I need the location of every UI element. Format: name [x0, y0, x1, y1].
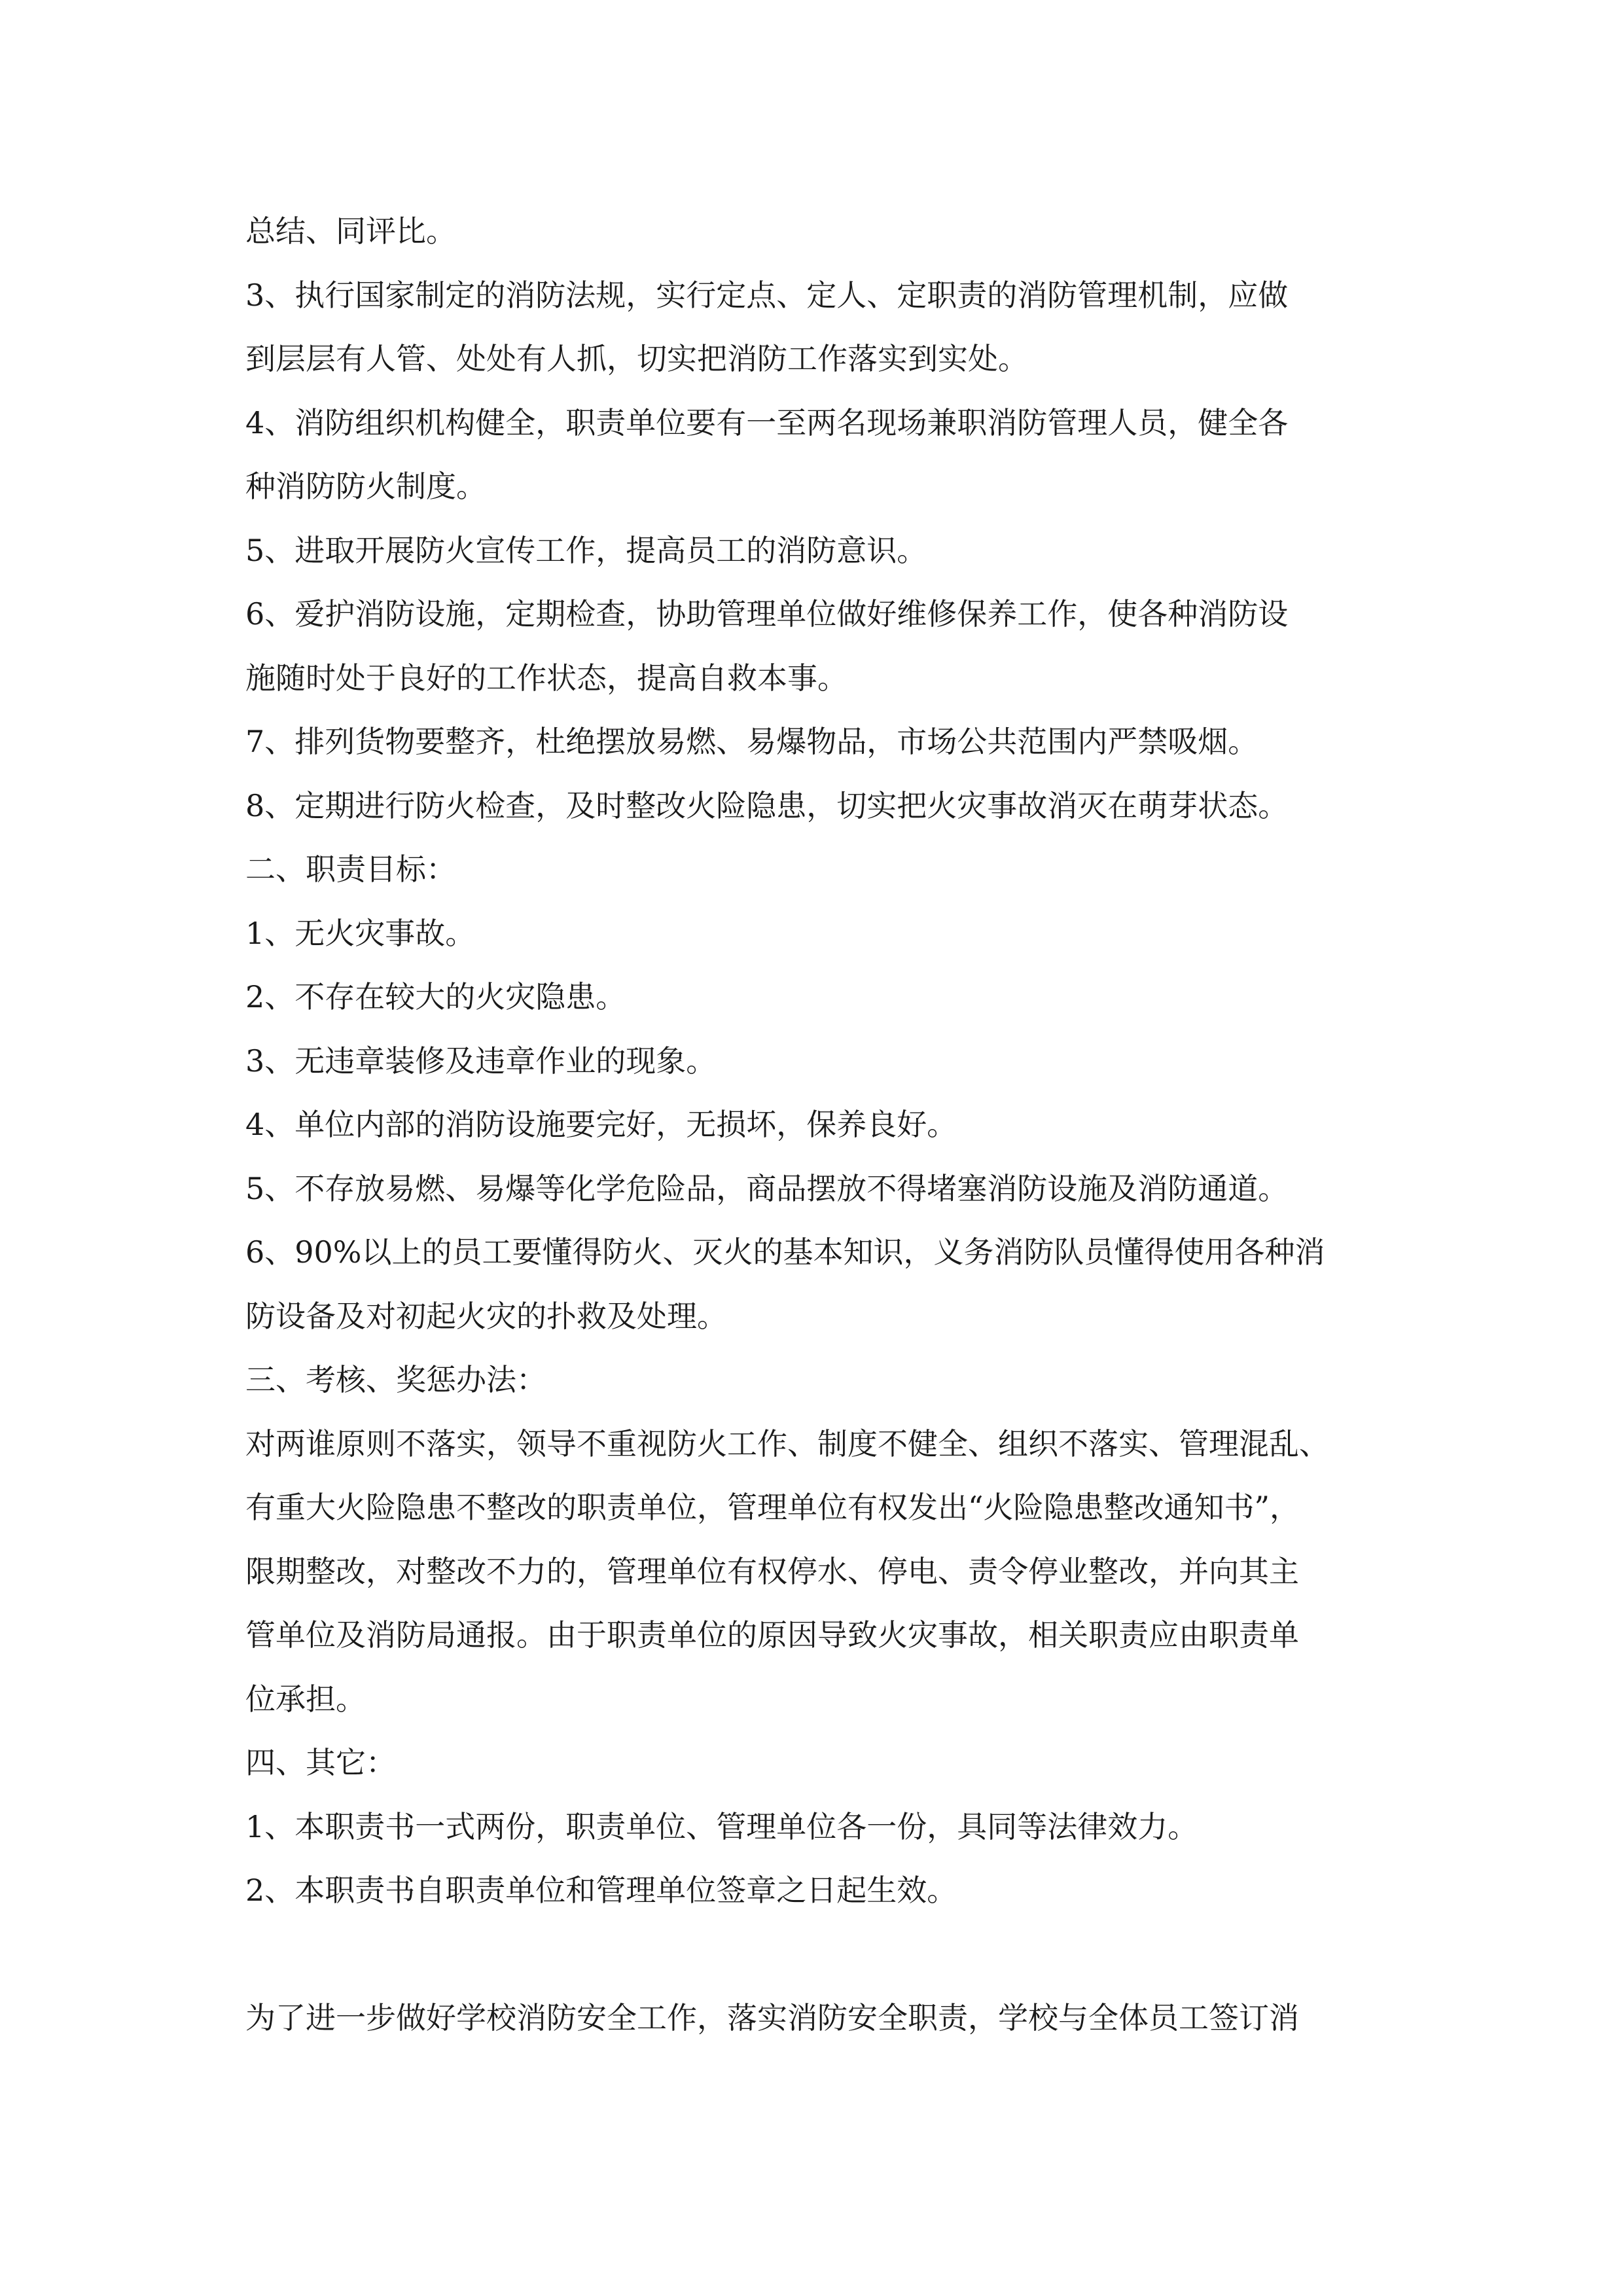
- text-line: 施随时处于良好的工作状态，提高自救本事。: [245, 660, 847, 696]
- text-line: 位承担。: [245, 1681, 366, 1717]
- text-line: 为了进一步做好学校消防安全工作，落实消防安全职责，学校与全体员工签订消: [245, 2000, 1299, 2036]
- text-line: 二、职责目标：: [245, 852, 456, 887]
- text-line: 限期整改，对整改不力的，管理单位有权停水、停电、责令停业整改，并向其主: [245, 1553, 1299, 1589]
- text-line: 8、定期进行防火检查，及时整改火险隐患，切实把火灾事故消灭在萌芽状态。: [245, 787, 1289, 823]
- text-line: 三、考核、奖惩办法：: [245, 1362, 546, 1397]
- text-line: 7、排列货物要整齐，杜绝摆放易燃、易爆物品，市场公共范围内严禁吸烟。: [245, 724, 1258, 759]
- document-body: [245, 200, 1384, 2051]
- text-line: 5、进取开展防火宣传工作，提高员工的消防意识。: [245, 532, 927, 568]
- text-line: 2、不存在较大的火灾隐患。: [245, 979, 626, 1014]
- text-line: 6、爱护消防设施，定期检查，协助管理单位做好维修保养工作，使各种消防设: [245, 596, 1289, 632]
- text-line: 1、本职责书一式两份，职责单位、管理单位各一份，具同等法律效力。: [245, 1808, 1198, 1844]
- text-line: 管单位及消防局通报。由于职责单位的原因导致火灾事故，相关职责应由职责单: [245, 1617, 1299, 1653]
- text-line: 4、单位内部的消防设施要完好，无损坏，保养良好。: [245, 1107, 957, 1142]
- text-line: 种消防防火制度。: [245, 469, 486, 504]
- text-line: 1、无火灾事故。: [245, 915, 476, 951]
- text-line: 四、其它：: [245, 1745, 396, 1780]
- text-block-responsibilities: [245, 200, 1384, 1923]
- text-line: 3、执行国家制定的消防法规，实行定点、定人、定职责的消防管理机制，应做: [245, 277, 1289, 313]
- text-line: 5、不存放易燃、易爆等化学危险品，商品摆放不得堵塞消防设施及消防通道。: [245, 1170, 1289, 1206]
- text-line: 对两谁原则不落实，领导不重视防火工作、制度不健全、组织不落实、管理混乱、: [245, 1426, 1329, 1462]
- text-line: 到层层有人管、处处有人抓，切实把消防工作落实到实处。: [245, 341, 1028, 376]
- text-line: 4、消防组织机构健全，职责单位要有一至两名现场兼职消防管理人员，健全各: [245, 404, 1289, 440]
- text-line: 2、本职责书自职责单位和管理单位签章之日起生效。: [245, 1873, 957, 1908]
- paragraph-gap: [245, 1923, 1384, 1987]
- text-line: 总结、同评比。: [245, 213, 456, 249]
- text-line: 防设备及对初起火灾的扑救及处理。: [245, 1298, 727, 1334]
- text-block-intro: [245, 1986, 1384, 2051]
- text-line: 有重大火险隐患不整改的职责单位，管理单位有权发出“火险隐患整改通知书”，: [245, 1490, 1300, 1525]
- text-line: 6、90%以上的员工要懂得防火、灭火的基本知识，义务消防队员懂得使用各种消: [245, 1234, 1325, 1270]
- text-line: 3、无违章装修及违章作业的现象。: [245, 1043, 717, 1079]
